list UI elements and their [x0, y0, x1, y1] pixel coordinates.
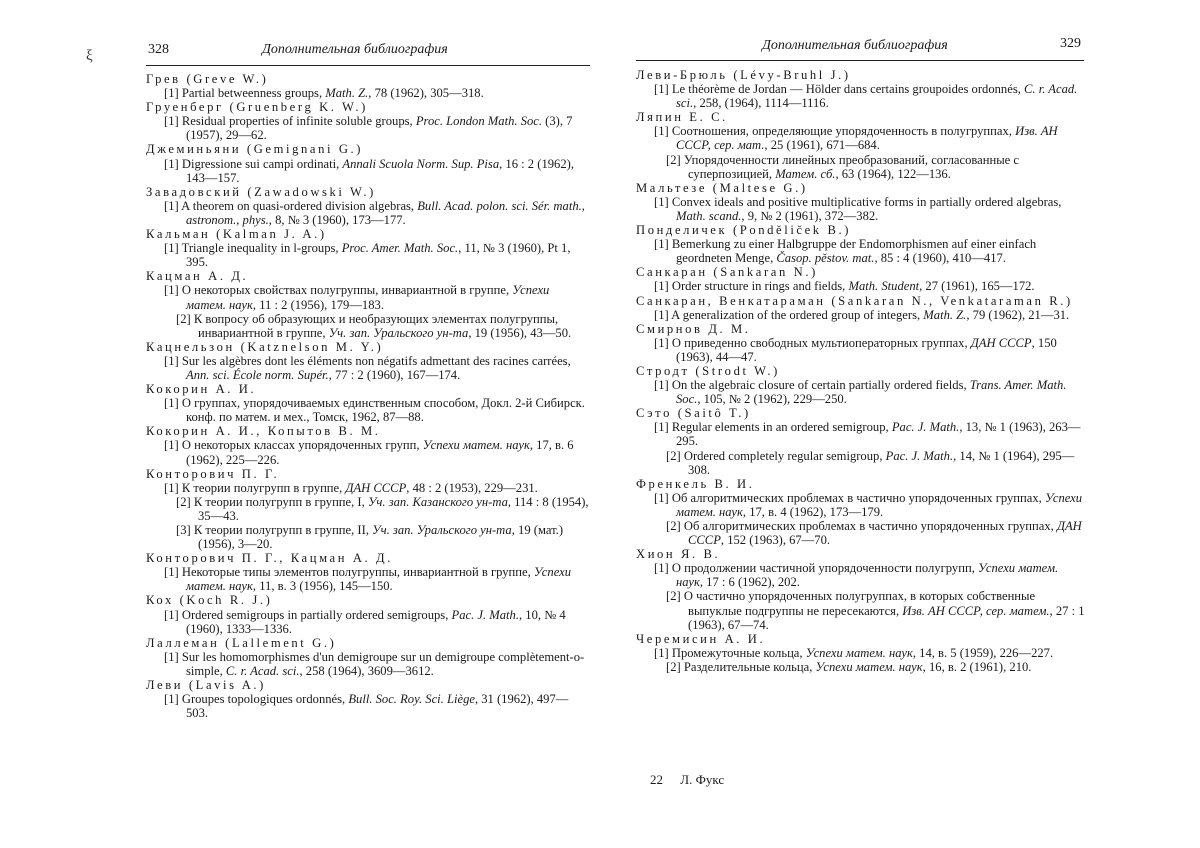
author-name: Хион Я. В.: [636, 547, 1086, 561]
reference-title: Промежуточные кольца,: [672, 646, 806, 660]
bib-entry: [636, 181, 1086, 223]
reference-number: [2]: [666, 449, 681, 463]
reference-source: Trans. Amer. Math. Soc.: [676, 378, 1066, 406]
reference-details: , 10, № 4 (1960), 1333—1336.: [186, 608, 566, 636]
author-name: Ляпин Е. С.: [636, 110, 1086, 124]
reference-item: [146, 565, 590, 593]
reference-item: [636, 195, 1086, 223]
reference-details: , 8, № 3 (1960), 173—177.: [269, 213, 406, 227]
reference-source: Успехи матем. наук: [806, 646, 913, 660]
reference-title: Sur les algèbres dont les éléments non négatifs admettant des racines carrées,: [182, 354, 571, 368]
reference-title: К теории полугрупп в группе, I,: [194, 495, 368, 509]
author-name: Кацман А. Д.: [146, 269, 590, 283]
bib-entry: [146, 467, 590, 552]
reference-item: [636, 308, 1086, 322]
header-rule: [146, 65, 590, 66]
reference-details: , 11 : 2 (1956), 179—183.: [253, 298, 384, 312]
reference-item: [636, 153, 1086, 181]
signature-mark: [650, 772, 724, 788]
reference-item: [636, 124, 1086, 152]
running-head: Дополнительная библиография: [262, 42, 448, 58]
author-name: Кацнельзон (Katznelson M. Y.): [146, 340, 590, 354]
reference-source: Časop. pěstov. mat.: [776, 251, 874, 265]
bib-entry: [636, 68, 1086, 110]
running-head: Дополнительная библиография: [762, 38, 948, 54]
bib-entry: [146, 636, 590, 678]
reference-details: , 152 (1963), 67—70.: [721, 533, 830, 547]
reference-title: Triangle inequality in l-groups,: [182, 241, 342, 255]
reference-number: [1]: [654, 491, 669, 505]
bib-entry: [636, 322, 1086, 364]
reference-title: Sur les homomorphismes d'un demigroupe sur un demigroupe complètement-o-simple,: [182, 650, 584, 678]
author-name: Кох (Koch R. J.): [146, 593, 590, 607]
margin-mark: ξ: [86, 48, 93, 65]
reference-details: , 17, в. 6 (1962), 225—226.: [186, 438, 574, 466]
author-name: Завадовский (Zawadowski W.): [146, 185, 590, 199]
bib-entry: [146, 424, 590, 466]
reference-source: C. r. Acad. sci.: [676, 82, 1077, 110]
reference-item: [636, 660, 1086, 674]
reference-number: [1]: [164, 114, 179, 128]
reference-item: [636, 378, 1086, 406]
bib-entry: [146, 551, 590, 593]
reference-number: [1]: [164, 354, 179, 368]
reference-source: Успехи матем. наук: [816, 660, 923, 674]
reference-details: , 27 : 1 (1963), 67—74.: [688, 604, 1085, 632]
reference-source: Math. Student: [848, 279, 919, 293]
reference-item: [146, 312, 590, 340]
reference-number: [1]: [654, 279, 669, 293]
reference-title: О группах, упорядочиваемых единственным способом, Докл. 2-й Сибирск. конф. по матем. и мех., Томск, 1962, 87—88.: [182, 396, 585, 424]
reference-title: К теории полугрупп в группе,: [182, 481, 346, 495]
reference-title: Ordered semigroups in partially ordered semigroups,: [182, 608, 452, 622]
reference-item: [146, 608, 590, 636]
author-name: Кокорин А. И., Копытов В. М.: [146, 424, 590, 438]
reference-details: , 77 : 2 (1960), 167—174.: [329, 368, 461, 382]
reference-title: О некоторых свойствах полугруппы, инвариантной в группе,: [182, 283, 512, 297]
reference-number: [1]: [164, 650, 179, 664]
reference-source: Успехи матем. наук: [186, 283, 549, 311]
reference-title: Partial betweenness groups,: [182, 86, 325, 100]
bib-entry: [636, 632, 1086, 674]
reference-title: Некоторые типы элементов полугруппы, инвариантной в группе,: [182, 565, 534, 579]
reference-details: , 48 : 2 (1953), 229—231.: [406, 481, 538, 495]
reference-details: , 78 (1962), 305—318.: [368, 86, 483, 100]
reference-item: [146, 438, 590, 466]
reference-number: [2]: [666, 660, 681, 674]
reference-item: [146, 199, 590, 227]
reference-details: , 11, № 3 (1960), Pt 1, 395.: [186, 241, 571, 269]
reference-details: , 31 (1962), 497—503.: [186, 692, 568, 720]
reference-title: A generalization of the ordered group of integers,: [671, 308, 923, 322]
reference-source: Pac. J. Math.: [886, 449, 954, 463]
reference-item: [146, 283, 590, 311]
reference-details: , 11, в. 3 (1956), 145—150.: [253, 579, 393, 593]
bib-entry: [146, 100, 590, 142]
reference-source: Изв. АН СССР, сер. матем.: [902, 604, 1049, 618]
bib-entry: [636, 364, 1086, 406]
reference-title: On the algebraic closure of certain partially ordered fields,: [672, 378, 970, 392]
reference-number: [1]: [164, 438, 179, 452]
reference-item: [636, 336, 1086, 364]
author-name: Конторович П. Г., Кацман А. Д.: [146, 551, 590, 565]
bib-entry: [146, 185, 590, 227]
author-name: Грев (Greve W.): [146, 72, 590, 86]
author-name: Груенберг (Gruenberg K. W.): [146, 100, 590, 114]
bib-entry: [146, 72, 590, 100]
author-name: Леви (Lavis A.): [146, 678, 590, 692]
reference-number: [1]: [654, 124, 669, 138]
signature-name: Л. Фукс: [680, 772, 724, 787]
reference-title: Об алгоритмических проблемах в частично упорядоченных группах,: [672, 491, 1045, 505]
left-page: [0, 0, 600, 848]
reference-details: , 19 (мат.) (1956), 3—20.: [198, 523, 563, 551]
reference-item: [146, 396, 590, 424]
reference-details: , 258 (1964), 3609—3612.: [299, 664, 433, 678]
reference-source: Pac. J. Math.: [452, 608, 520, 622]
reference-number: [3]: [176, 523, 191, 537]
reference-details: , 14, в. 5 (1959), 226—227.: [913, 646, 1053, 660]
reference-details: , 85 : 4 (1960), 410—417.: [874, 251, 1006, 265]
reference-item: [636, 449, 1086, 477]
bib-entry: [146, 678, 590, 720]
reference-source: Math. Z.: [325, 86, 368, 100]
reference-title: Разделительные кольца,: [684, 660, 816, 674]
reference-details: , 114 : 8 (1954), 35—43.: [198, 495, 589, 523]
bib-entry: [146, 340, 590, 382]
bibliography-list: [146, 72, 590, 720]
bib-entry: [636, 265, 1086, 293]
reference-number: [1]: [164, 565, 179, 579]
reference-source: Math. Z.: [923, 308, 966, 322]
reference-item: [636, 646, 1086, 660]
reference-title: Regular elements in an ordered semigroup,: [672, 420, 892, 434]
reference-title: Digressione sui campi ordinati,: [182, 157, 343, 171]
reference-title: О приведенно свободных мультиоператорных группах,: [672, 336, 971, 350]
reference-title: Groupes topologiques ordonnés,: [182, 692, 349, 706]
reference-source: Bull. Acad. polon. sci. Sér. math., astronom., phys.: [186, 199, 585, 227]
page-number: 329: [1060, 36, 1081, 52]
reference-source: Матем. сб.: [775, 167, 835, 181]
reference-number: [2]: [666, 589, 681, 603]
bib-entry: [636, 110, 1086, 180]
author-name: Джеминьяни (Gemignani G.): [146, 142, 590, 156]
author-name: Санкаран (Sankaran N.): [636, 265, 1086, 279]
reference-title: О частично упорядоченных полугруппах, в которых собственные выпуклые подгруппы не пересекаются,: [684, 589, 1035, 617]
reference-number: [1]: [654, 561, 669, 575]
reference-source: Proc. London Math. Soc.: [416, 114, 542, 128]
reference-title: Соотношения, определяющие упорядоченность в полугруппах,: [672, 124, 1015, 138]
reference-number: [1]: [654, 237, 669, 251]
author-name: Стродт (Strodt W.): [636, 364, 1086, 378]
author-name: Сэто (Saitô T.): [636, 406, 1086, 420]
author-name: Санкаран, Венкатараман (Sankaran N., Venkataraman R.): [636, 294, 1086, 308]
reference-item: [636, 519, 1086, 547]
reference-source: Уч. зап. Уральского ун-та: [329, 326, 469, 340]
reference-source: Успехи матем. наук: [676, 561, 1058, 589]
author-name: Мальтезе (Maltese G.): [636, 181, 1086, 195]
reference-details: , 9, № 2 (1961), 372—382.: [741, 209, 878, 223]
reference-number: [1]: [164, 241, 179, 255]
page-number: 328: [148, 42, 169, 58]
reference-source: C. r. Acad. sci.: [226, 664, 300, 678]
reference-number: [1]: [654, 646, 669, 660]
reference-source: Уч. зап. Уральского ун-та: [372, 523, 512, 537]
reference-source: Math. scand.: [676, 209, 741, 223]
author-name: Понделичек (Ponděliček B.): [636, 223, 1086, 237]
reference-item: [636, 589, 1086, 631]
author-name: Кокорин А. И.: [146, 382, 590, 396]
reference-details: (3), 7 (1957), 29—62.: [186, 114, 572, 142]
reference-title: К вопросу об образующих и необразующих элементах полугруппы, инвариантной в группе,: [194, 312, 558, 340]
reference-number: [2]: [666, 153, 681, 167]
bib-entry: [146, 269, 590, 339]
reference-item: [146, 114, 590, 142]
reference-source: Proc. Amer. Math. Soc.: [342, 241, 458, 255]
reference-item: [146, 86, 590, 100]
reference-item: [146, 157, 590, 185]
reference-item: [636, 420, 1086, 448]
reference-title: К теории полугрупп в группе, II,: [194, 523, 372, 537]
reference-number: [1]: [654, 82, 669, 96]
reference-number: [1]: [164, 283, 179, 297]
reference-title: Упорядоченности линейных преобразований, согласованные с суперпозицией,: [684, 153, 1019, 181]
reference-details: , 105, № 2 (1962), 229—250.: [697, 392, 847, 406]
reference-details: , 13, № 1 (1963), 263—295.: [676, 420, 1080, 448]
reference-source: Pac. J. Math.: [892, 420, 960, 434]
reference-item: [146, 692, 590, 720]
reference-details: , 27 (1961), 165—172.: [919, 279, 1034, 293]
reference-title: Order structure in rings and fields,: [672, 279, 849, 293]
bib-entry: [146, 593, 590, 635]
reference-item: [146, 650, 590, 678]
bib-entry: [636, 547, 1086, 632]
reference-number: [1]: [654, 378, 669, 392]
reference-source: Успехи матем. наук: [423, 438, 530, 452]
reference-number: [1]: [164, 86, 179, 100]
reference-item: [146, 495, 590, 523]
author-name: Лаллеман (Lallement G.): [146, 636, 590, 650]
reference-title: Ordered completely regular semigroup,: [684, 449, 886, 463]
bib-entry: [636, 294, 1086, 322]
reference-details: , 150 (1963), 44—47.: [676, 336, 1057, 364]
bibliography-list: [636, 68, 1086, 674]
reference-source: ДАН СССР: [345, 481, 406, 495]
reference-item: [636, 561, 1086, 589]
header-rule: [636, 60, 1084, 61]
reference-item: [636, 237, 1086, 265]
reference-number: [2]: [176, 312, 191, 326]
reference-item: [146, 354, 590, 382]
reference-source: Успехи матем. наук: [676, 491, 1082, 519]
reference-details: , 25 (1961), 671—684.: [764, 138, 879, 152]
bib-entry: [636, 477, 1086, 547]
reference-source: Уч. зап. Казанского ун-та: [368, 495, 508, 509]
reference-item: [146, 523, 590, 551]
author-name: Смирнов Д. М.: [636, 322, 1086, 336]
reference-number: [1]: [164, 692, 179, 706]
bib-entry: [146, 382, 590, 424]
reference-details: , 79 (1962), 21—31.: [966, 308, 1069, 322]
bib-entry: [146, 227, 590, 269]
reference-number: [2]: [176, 495, 191, 509]
reference-number: [1]: [654, 308, 669, 322]
reference-item: [636, 279, 1086, 293]
reference-source: Изв. АН СССР, сер. мат.: [676, 124, 1058, 152]
reference-details: , 19 (1956), 43—50.: [468, 326, 571, 340]
reference-number: [2]: [666, 519, 681, 533]
bib-entry: [636, 223, 1086, 265]
reference-details: , 17, в. 4 (1962), 173—179.: [743, 505, 883, 519]
reference-details: , 17 : 6 (1962), 202.: [700, 575, 800, 589]
reference-number: [1]: [164, 157, 179, 171]
reference-details: , 258, (1964), 1114—1116.: [693, 96, 829, 110]
reference-title: Residual properties of infinite soluble groups,: [182, 114, 416, 128]
reference-title: Le théorème de Jordan — Hölder dans certains groupoides ordonnés,: [672, 82, 1024, 96]
reference-details: , 16 : 2 (1962), 143—157.: [186, 157, 574, 185]
reference-number: [1]: [164, 608, 179, 622]
author-name: Френкель В. И.: [636, 477, 1086, 491]
reference-number: [1]: [654, 420, 669, 434]
reference-source: ДАН СССР: [688, 519, 1082, 547]
author-name: Леви-Брюль (Lévy-Bruhl J.): [636, 68, 1086, 82]
reference-title: О некоторых классах упорядоченных групп,: [182, 438, 423, 452]
reference-number: [1]: [164, 199, 179, 213]
reference-source: Bull. Soc. Roy. Sci. Liège: [348, 692, 475, 706]
bib-entry: [146, 142, 590, 184]
reference-title: Bemerkung zu einer Halbgruppe der Endomorphismen auf einer einfach geordneten Menge,: [672, 237, 1036, 265]
reference-title: Об алгоритмических проблемах в частично упорядоченных группах,: [684, 519, 1057, 533]
reference-item: [636, 82, 1086, 110]
reference-source: Успехи матем. наук: [186, 565, 571, 593]
reference-item: [146, 481, 590, 495]
reference-details: , 14, № 1 (1964), 295—308.: [688, 449, 1074, 477]
reference-number: [1]: [654, 195, 669, 209]
reference-number: [1]: [654, 336, 669, 350]
reference-details: , 63 (1964), 122—136.: [835, 167, 950, 181]
reference-item: [146, 241, 590, 269]
reference-number: [1]: [164, 481, 179, 495]
reference-source: Annali Scuola Norm. Sup. Pisa: [342, 157, 499, 171]
reference-number: [1]: [164, 396, 179, 410]
reference-item: [636, 491, 1086, 519]
author-name: Кальман (Kalman J. A.): [146, 227, 590, 241]
author-name: Конторович П. Г.: [146, 467, 590, 481]
signature-number: 22: [650, 772, 663, 787]
right-page: [600, 0, 1200, 848]
bib-entry: [636, 406, 1086, 476]
reference-details: , 16, в. 2 (1961), 210.: [923, 660, 1032, 674]
reference-title: О продолжении частичной упорядоченности полугрупп,: [672, 561, 978, 575]
reference-title: Convex ideals and positive multiplicative forms in partially ordered algebras,: [672, 195, 1062, 209]
reference-source: ДАН СССР: [971, 336, 1032, 350]
reference-title: A theorem on quasi-ordered division algebras,: [181, 199, 417, 213]
author-name: Черемисин А. И.: [636, 632, 1086, 646]
reference-source: Ann. sci. École norm. Supér.: [186, 368, 329, 382]
